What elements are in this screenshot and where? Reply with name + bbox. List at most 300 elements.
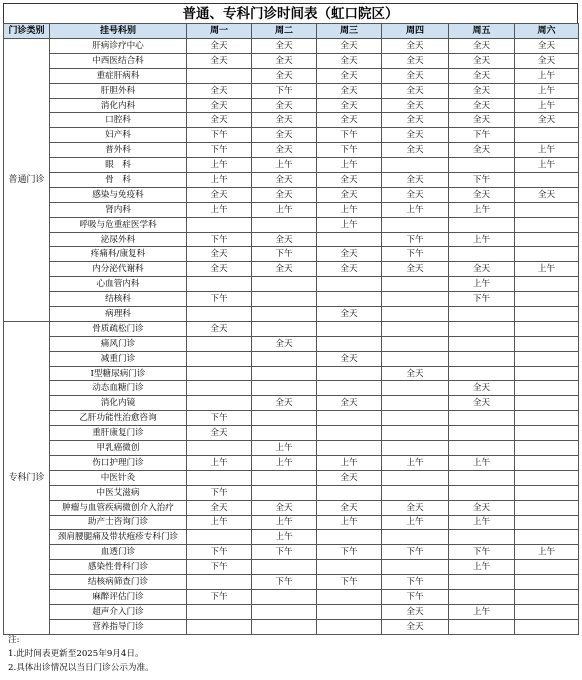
schedule-cell: 上午 — [317, 515, 382, 530]
dept-cell: 中西医结合科 — [50, 53, 187, 68]
schedule-cell — [252, 485, 317, 500]
dept-cell: 伤口护理门诊 — [50, 455, 187, 470]
dept-cell: 动态血糖门诊 — [50, 381, 187, 396]
schedule-cell — [252, 321, 317, 336]
schedule-cell: 下午 — [449, 128, 515, 143]
table-row — [4, 455, 579, 470]
schedule-cell — [515, 530, 579, 545]
table-row — [4, 158, 579, 173]
dept-cell: 重症肝病科 — [50, 68, 187, 83]
table-row — [4, 619, 579, 634]
schedule-cell: 全天 — [449, 187, 515, 202]
schedule-cell — [317, 292, 382, 307]
dept-cell: 肝胆外科 — [50, 83, 187, 98]
schedule-cell: 下午 — [382, 589, 449, 604]
schedule-cell — [515, 173, 579, 188]
note-item: 2.具体出诊情况以当日门诊公示为准。 — [8, 663, 154, 673]
schedule-cell: 下午 — [187, 128, 252, 143]
table-row — [4, 396, 579, 411]
schedule-cell — [187, 604, 252, 619]
table-row — [4, 351, 579, 366]
schedule-cell — [515, 202, 579, 217]
dept-cell: 结核科 — [50, 292, 187, 307]
dept-cell: 结核病筛查门诊 — [50, 575, 187, 590]
schedule-cell — [515, 619, 579, 634]
schedule-cell: 全天 — [317, 262, 382, 277]
schedule-cell — [252, 619, 317, 634]
table-row — [4, 485, 579, 500]
schedule-cell: 全天 — [449, 68, 515, 83]
table-row — [4, 321, 579, 336]
schedule-cell: 全天 — [317, 351, 382, 366]
schedule-cell: 下午 — [449, 292, 515, 307]
dept-cell: 普外科 — [50, 143, 187, 158]
schedule-cell: 下午 — [187, 560, 252, 575]
schedule-cell: 上午 — [187, 158, 252, 173]
dept-cell: 骨质疏松门诊 — [50, 321, 187, 336]
schedule-cell: 上午 — [449, 560, 515, 575]
schedule-cell: 全天 — [187, 247, 252, 262]
schedule-cell: 全天 — [317, 470, 382, 485]
schedule-cell: 全天 — [382, 68, 449, 83]
schedule-sheet — [3, 3, 578, 673]
schedule-cell — [382, 470, 449, 485]
schedule-cell — [449, 158, 515, 173]
schedule-cell — [515, 575, 579, 590]
table-row — [4, 411, 579, 426]
schedule-cell: 全天 — [449, 83, 515, 98]
table-row — [4, 500, 579, 515]
schedule-cell: 下午 — [187, 545, 252, 560]
schedule-cell — [317, 277, 382, 292]
schedule-body — [4, 39, 579, 635]
dept-cell: 甲乳癌微创 — [50, 441, 187, 456]
schedule-cell: 全天 — [515, 187, 579, 202]
header-category: 门诊类别 — [4, 24, 50, 39]
header-sat: 周六 — [515, 24, 579, 39]
schedule-cell: 全天 — [187, 113, 252, 128]
schedule-cell — [515, 411, 579, 426]
table-row — [4, 262, 579, 277]
schedule-cell: 上午 — [515, 545, 579, 560]
schedule-cell — [317, 381, 382, 396]
schedule-cell — [515, 560, 579, 575]
schedule-cell — [317, 604, 382, 619]
schedule-cell: 下午 — [382, 545, 449, 560]
dept-cell: 肝病诊疗中心 — [50, 39, 187, 54]
schedule-cell: 上午 — [187, 202, 252, 217]
schedule-cell — [449, 411, 515, 426]
dept-cell: 痛风门诊 — [50, 336, 187, 351]
table-row — [4, 470, 579, 485]
schedule-cell: 全天 — [382, 366, 449, 381]
dept-cell: 病理科 — [50, 307, 187, 322]
dept-cell: 骨 科 — [50, 173, 187, 188]
schedule-cell: 上午 — [515, 68, 579, 83]
dept-cell: 口腔科 — [50, 113, 187, 128]
dept-cell: 消化内镜 — [50, 396, 187, 411]
schedule-cell — [252, 292, 317, 307]
schedule-cell — [317, 485, 382, 500]
schedule-cell — [187, 336, 252, 351]
schedule-cell: 全天 — [187, 53, 252, 68]
schedule-cell — [252, 381, 317, 396]
header-tue: 周二 — [252, 24, 317, 39]
schedule-cell — [449, 426, 515, 441]
category-cell: 专科门诊 — [4, 321, 50, 634]
schedule-cell: 上午 — [449, 232, 515, 247]
schedule-cell: 全天 — [449, 53, 515, 68]
schedule-cell: 全天 — [252, 336, 317, 351]
schedule-cell — [252, 426, 317, 441]
dept-cell: 减重门诊 — [50, 351, 187, 366]
table-row — [4, 187, 579, 202]
table-row — [4, 98, 579, 113]
header-wed: 周三 — [317, 24, 382, 39]
schedule-cell: 下午 — [187, 485, 252, 500]
schedule-cell — [515, 247, 579, 262]
schedule-cell — [382, 411, 449, 426]
schedule-cell: 全天 — [382, 98, 449, 113]
schedule-cell: 全天 — [317, 83, 382, 98]
schedule-cell: 全天 — [449, 262, 515, 277]
schedule-cell: 下午 — [187, 411, 252, 426]
schedule-cell — [449, 307, 515, 322]
schedule-cell — [515, 381, 579, 396]
schedule-cell — [187, 381, 252, 396]
schedule-cell — [317, 530, 382, 545]
table-row — [4, 426, 579, 441]
schedule-cell: 全天 — [515, 39, 579, 54]
header-mon: 周一 — [187, 24, 252, 39]
schedule-cell: 下午 — [317, 128, 382, 143]
schedule-cell — [515, 217, 579, 232]
schedule-cell: 上午 — [515, 83, 579, 98]
dept-cell: 中医艾滋病 — [50, 485, 187, 500]
table-row — [4, 560, 579, 575]
table-row — [4, 83, 579, 98]
dept-cell: 眼 科 — [50, 158, 187, 173]
schedule-cell — [515, 426, 579, 441]
dept-cell: 感染与免疫科 — [50, 187, 187, 202]
schedule-cell — [515, 351, 579, 366]
table-row — [4, 277, 579, 292]
schedule-cell: 全天 — [187, 262, 252, 277]
schedule-cell — [515, 515, 579, 530]
table-row — [4, 143, 579, 158]
schedule-cell: 全天 — [382, 113, 449, 128]
schedule-cell: 全天 — [187, 426, 252, 441]
schedule-cell — [382, 396, 449, 411]
schedule-cell — [515, 500, 579, 515]
schedule-cell: 全天 — [515, 53, 579, 68]
schedule-cell: 全天 — [449, 113, 515, 128]
schedule-cell — [317, 560, 382, 575]
schedule-cell: 全天 — [252, 262, 317, 277]
schedule-cell — [515, 232, 579, 247]
table-row — [4, 366, 579, 381]
schedule-cell — [187, 68, 252, 83]
schedule-cell: 全天 — [252, 53, 317, 68]
dept-cell: 呼吸与危重症医学科 — [50, 217, 187, 232]
dept-cell: 消化内科 — [50, 98, 187, 113]
schedule-cell — [252, 307, 317, 322]
schedule-cell — [515, 441, 579, 456]
schedule-cell — [252, 217, 317, 232]
schedule-cell: 全天 — [187, 500, 252, 515]
schedule-cell — [515, 589, 579, 604]
table-row — [4, 232, 579, 247]
schedule-cell: 上午 — [187, 173, 252, 188]
schedule-cell: 全天 — [382, 187, 449, 202]
schedule-cell — [187, 307, 252, 322]
schedule-cell — [187, 366, 252, 381]
schedule-cell — [252, 277, 317, 292]
schedule-cell — [449, 589, 515, 604]
schedule-cell — [515, 396, 579, 411]
schedule-cell: 全天 — [317, 307, 382, 322]
schedule-cell: 全天 — [382, 262, 449, 277]
schedule-cell — [382, 560, 449, 575]
schedule-cell: 上午 — [187, 455, 252, 470]
schedule-cell — [187, 441, 252, 456]
schedule-cell — [317, 441, 382, 456]
schedule-cell — [515, 485, 579, 500]
schedule-cell: 全天 — [252, 128, 317, 143]
table-row — [4, 247, 579, 262]
schedule-cell — [252, 604, 317, 619]
dept-cell: 重肝康复门诊 — [50, 426, 187, 441]
schedule-cell: 下午 — [252, 247, 317, 262]
schedule-cell: 上午 — [317, 455, 382, 470]
schedule-cell: 全天 — [382, 619, 449, 634]
schedule-cell — [515, 604, 579, 619]
schedule-table — [3, 23, 579, 635]
schedule-cell — [317, 411, 382, 426]
schedule-cell — [252, 560, 317, 575]
table-row — [4, 217, 579, 232]
schedule-cell — [382, 217, 449, 232]
schedule-cell: 上午 — [252, 515, 317, 530]
schedule-cell — [449, 366, 515, 381]
schedule-cell: 全天 — [449, 143, 515, 158]
schedule-cell — [252, 470, 317, 485]
schedule-cell — [317, 619, 382, 634]
schedule-cell: 全天 — [187, 39, 252, 54]
schedule-cell: 全天 — [317, 98, 382, 113]
table-row — [4, 39, 579, 54]
dept-cell: 泌尿外科 — [50, 232, 187, 247]
schedule-cell — [382, 441, 449, 456]
schedule-cell: 全天 — [382, 53, 449, 68]
schedule-cell — [382, 277, 449, 292]
schedule-cell — [382, 158, 449, 173]
schedule-cell: 全天 — [317, 39, 382, 54]
table-row — [4, 336, 579, 351]
schedule-cell — [382, 292, 449, 307]
schedule-cell — [382, 321, 449, 336]
schedule-cell: 下午 — [187, 292, 252, 307]
table-row — [4, 292, 579, 307]
schedule-cell: 下午 — [317, 575, 382, 590]
page-title: 普通、专科门诊时间表（虹口院区） — [3, 3, 578, 23]
table-row — [4, 113, 579, 128]
schedule-cell: 全天 — [382, 143, 449, 158]
schedule-cell — [515, 128, 579, 143]
schedule-cell — [449, 619, 515, 634]
schedule-cell: 全天 — [252, 500, 317, 515]
schedule-cell: 上午 — [449, 277, 515, 292]
schedule-cell: 全天 — [317, 396, 382, 411]
schedule-cell: 下午 — [317, 143, 382, 158]
schedule-cell: 全天 — [252, 187, 317, 202]
schedule-cell — [382, 307, 449, 322]
schedule-cell: 上午 — [252, 158, 317, 173]
schedule-cell: 全天 — [252, 68, 317, 83]
schedule-cell — [515, 307, 579, 322]
schedule-cell — [449, 530, 515, 545]
table-row — [4, 128, 579, 143]
schedule-cell: 上午 — [252, 530, 317, 545]
table-row — [4, 545, 579, 560]
schedule-cell: 上午 — [317, 217, 382, 232]
schedule-cell — [187, 619, 252, 634]
schedule-cell: 下午 — [252, 545, 317, 560]
schedule-cell: 全天 — [515, 113, 579, 128]
schedule-cell: 全天 — [449, 98, 515, 113]
schedule-cell: 上午 — [382, 455, 449, 470]
schedule-cell — [515, 336, 579, 351]
schedule-cell: 全天 — [317, 68, 382, 83]
dept-cell: 疼痛科/康复科 — [50, 247, 187, 262]
schedule-cell — [382, 336, 449, 351]
schedule-cell: 全天 — [449, 39, 515, 54]
schedule-cell — [515, 292, 579, 307]
schedule-cell: 全天 — [317, 113, 382, 128]
schedule-cell — [515, 277, 579, 292]
schedule-cell — [187, 530, 252, 545]
schedule-cell — [187, 217, 252, 232]
dept-cell: 内分泌代谢科 — [50, 262, 187, 277]
schedule-cell — [449, 470, 515, 485]
category-cell: 普通门诊 — [4, 39, 50, 322]
schedule-cell: 上午 — [449, 202, 515, 217]
schedule-cell: 全天 — [252, 98, 317, 113]
schedule-cell: 全天 — [252, 396, 317, 411]
schedule-cell: 上午 — [449, 455, 515, 470]
schedule-cell — [187, 396, 252, 411]
notes — [8, 633, 154, 675]
schedule-cell: 全天 — [382, 173, 449, 188]
dept-cell: 营养指导门诊 — [50, 619, 187, 634]
schedule-cell — [187, 277, 252, 292]
table-row — [4, 604, 579, 619]
schedule-cell: 全天 — [252, 173, 317, 188]
schedule-cell: 上午 — [515, 158, 579, 173]
schedule-cell: 下午 — [317, 545, 382, 560]
table-row — [4, 53, 579, 68]
schedule-cell — [252, 351, 317, 366]
table-row — [4, 173, 579, 188]
table-row — [4, 441, 579, 456]
table-row — [4, 307, 579, 322]
schedule-cell — [252, 411, 317, 426]
schedule-cell: 下午 — [449, 545, 515, 560]
schedule-cell — [449, 485, 515, 500]
dept-cell: 颈肩腰腿痛及带状疱疹专科门诊 — [50, 530, 187, 545]
dept-cell: 肿瘤与血管疾病微创介入治疗 — [50, 500, 187, 515]
schedule-cell: 上午 — [317, 202, 382, 217]
schedule-cell — [187, 351, 252, 366]
schedule-cell — [317, 589, 382, 604]
dept-cell: 麻醉评估门诊 — [50, 589, 187, 604]
dept-cell: 血透门诊 — [50, 545, 187, 560]
schedule-cell: 上午 — [382, 202, 449, 217]
schedule-cell: 全天 — [252, 39, 317, 54]
dept-cell: 妇产科 — [50, 128, 187, 143]
notes-heading: 注: — [8, 635, 20, 645]
schedule-cell: 全天 — [317, 247, 382, 262]
schedule-cell — [317, 366, 382, 381]
dept-cell: 助产士咨询门诊 — [50, 515, 187, 530]
schedule-cell: 全天 — [449, 381, 515, 396]
schedule-cell: 上午 — [515, 143, 579, 158]
schedule-cell: 下午 — [449, 173, 515, 188]
schedule-cell — [449, 247, 515, 262]
table-row — [4, 575, 579, 590]
schedule-cell — [317, 426, 382, 441]
schedule-cell — [252, 366, 317, 381]
schedule-cell — [187, 470, 252, 485]
schedule-cell: 全天 — [252, 113, 317, 128]
schedule-cell: 下午 — [187, 143, 252, 158]
schedule-cell — [449, 351, 515, 366]
schedule-cell: 全天 — [449, 396, 515, 411]
header-thu: 周四 — [382, 24, 449, 39]
schedule-cell: 全天 — [252, 232, 317, 247]
schedule-cell: 全天 — [382, 604, 449, 619]
schedule-cell: 全天 — [382, 500, 449, 515]
schedule-cell: 上午 — [515, 262, 579, 277]
schedule-cell — [382, 426, 449, 441]
schedule-cell: 上午 — [187, 515, 252, 530]
schedule-cell — [187, 575, 252, 590]
schedule-cell — [252, 589, 317, 604]
schedule-cell — [449, 321, 515, 336]
schedule-cell: 上午 — [515, 98, 579, 113]
note-item: 1.此时间表更新至2025年9月4日。 — [8, 649, 144, 659]
header-fri: 周五 — [449, 24, 515, 39]
schedule-cell: 全天 — [187, 321, 252, 336]
table-row — [4, 381, 579, 396]
schedule-cell: 下午 — [382, 575, 449, 590]
schedule-cell: 全天 — [187, 98, 252, 113]
schedule-cell: 全天 — [317, 53, 382, 68]
dept-cell: 超声介入门诊 — [50, 604, 187, 619]
dept-cell: 肾内科 — [50, 202, 187, 217]
schedule-cell: 下午 — [382, 232, 449, 247]
table-row — [4, 530, 579, 545]
dept-cell: 中医针灸 — [50, 470, 187, 485]
schedule-cell: 下午 — [382, 247, 449, 262]
schedule-cell: 上午 — [252, 202, 317, 217]
schedule-cell: 全天 — [382, 39, 449, 54]
schedule-cell — [382, 351, 449, 366]
schedule-cell: 上午 — [317, 158, 382, 173]
schedule-cell: 全天 — [317, 187, 382, 202]
table-row — [4, 68, 579, 83]
schedule-cell — [449, 217, 515, 232]
